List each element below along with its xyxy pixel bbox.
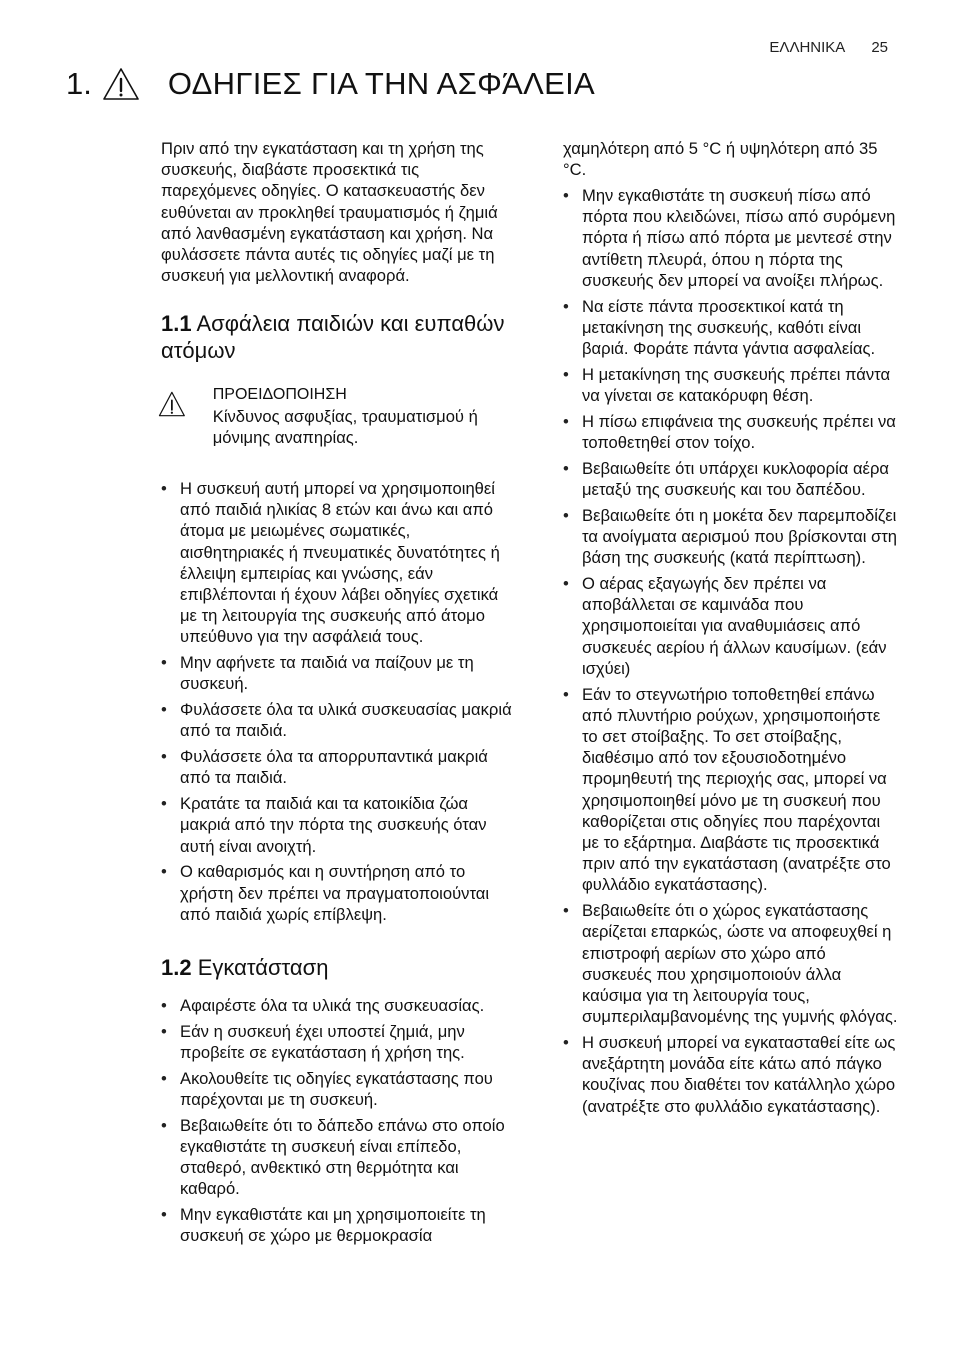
warning-content: [213, 384, 516, 448]
list-item: • Φυλάσσετε όλα τα υλικά συσκευασίας μακριά από τα παιδιά.: [161, 699, 516, 741]
header-language: ΕΛΛΗΝΙΚΑ: [769, 39, 846, 56]
list-item: • Η συσκευή μπορεί να εγκατασταθεί είτε ως ανεξάρτητη μονάδα είτε κάτω από πάγκο κουζίνας που διαθέτει τον κατάλληλο χώρο (ανατρέξτε στο φυλλάδιο εγκατάστασης).: [563, 1032, 899, 1117]
warning-title: ΠΡΟΕΙΔΟΠΟΙΗΣΗ: [212, 386, 347, 404]
list-item: • Να είστε πάντα προσεκτικοί κατά τη μετακίνηση της συσκευής, καθότι είναι βαριά. Φοράτε πάντα γάντια ασφαλείας.: [563, 296, 899, 360]
right-column: [563, 138, 899, 1121]
section-heading-installation: [161, 954, 516, 981]
intro-paragraph: Πριν από την εγκατάσταση και τη χρήση της συσκευής, διαβάστε προσεκτικά τις παρεχόμενες οδηγίες. Ο κατασκευαστής δεν ευθύνεται αν προκληθεί τραυματισμός ή ζημιά από λανθασμένη εγκατάσταση και χρήση. Να φυλάσσετε πάντα αυτές τις οδηγίες μαζί με τη συσκευή για μελλοντική αναφορά.: [161, 139, 498, 286]
chapter-number: 1.: [66, 66, 92, 101]
section-title: Ασφάλεια παιδιών και ευπαθών ατόμων: [161, 311, 505, 364]
list-item: • Ο αέρας εξαγωγής δεν πρέπει να αποβάλλεται σε καμινάδα που χρησιμοποιείται για αναθυμιάσεις από συσκευές αερίου ή άλλων καυσίμων. (εάν ισχύει): [563, 573, 899, 679]
list-item: • Βεβαιωθείτε ότι το δάπεδο επάνω στο οποίο εγκαθιστάτε τη συσκευή είναι επίπεδο, σταθερό, ανθεκτικό στη θερμότητα και καθαρό.: [161, 1115, 516, 1200]
chapter-heading: [66, 66, 595, 102]
list-item: • Μην εγκαθιστάτε και μη χρησιμοποιείτε τη συσκευή σε χώρο με θερμοκρασία: [161, 1204, 516, 1246]
list-item: • Η συσκευή αυτή μπορεί να χρησιμοποιηθεί από παιδιά ηλικίας 8 ετών και άνω και από άτομα με μειωμένες σωματικές, αισθητηριακές ή πνευματικές δυνατότητες ή έλλειψη εμπειρίας και γνώσης, εάν επιβλέπονται ή έχουν λάβει οδηγίες σχετικά με τη λειτουργία της συσκευής από άτομο υπεύθυνο για την ασφάλειά τους.: [161, 478, 516, 648]
page-header: [769, 39, 888, 56]
warning-text: Κίνδυνος ασφυξίας, τραυματισμού ή μόνιμης αναπηρίας.: [212, 406, 478, 447]
section-title: Εγκατάσταση: [197, 955, 329, 981]
left-column: [161, 138, 516, 1251]
list-item: • Ακολουθείτε τις οδηγίες εγκατάστασης που παρέχονται με τη συσκευή.: [161, 1068, 516, 1110]
list-item: • Μην εγκαθιστάτε τη συσκευή πίσω από πόρτα που κλειδώνει, πίσω από συρόμενη πόρτα ή πίσω από πόρτα με μεντεσέ στην αντίθετη πλευρά, όπου η πόρτα της συσκευής δεν μπορεί να ανοίξει πλήρως.: [563, 185, 899, 291]
child-safety-list: [161, 478, 516, 925]
list-item: • Εάν το στεγνωτήριο τοποθετηθεί επάνω από πλυντήριο ρούχων, χρησιμοποιήστε το σετ στοίβαξης. Το σετ στοίβαξης, διαθέσιμο από τον εξουσιοδοτημένο προμηθευτή της περιοχής σας, μπορεί να χρησιμοποιηθεί μόνο με τη συσκευή που καθορίζεται στις οδηγίες που παρέχονται με το εξάρτημα. Διαβάστε τις προσεκτικά πριν από την εγκατάσταση (ανατρέξτε στο φυλλάδιο εγκατάστασης).: [563, 684, 899, 896]
section-number: 1.1: [161, 311, 192, 337]
list-item: • Μην αφήνετε τα παιδιά να παίζουν με τη συσκευή.: [161, 652, 516, 694]
section-number: 1.2: [161, 955, 192, 981]
installation-list: [161, 995, 516, 1247]
warning-box: [161, 384, 516, 448]
list-item: • Εάν η συσκευή έχει υποστεί ζημιά, μην προβείτε σε εγκατάσταση ή χρήση της.: [161, 1021, 516, 1063]
list-item: • Φυλάσσετε όλα τα απορρυπαντικά μακριά από τα παιδιά.: [161, 746, 516, 788]
chapter-title: ΟΔΗΓΙΕΣ ΓΙΑ ΤΗΝ ΑΣΦΆΛΕΙΑ: [167, 66, 596, 101]
list-item: • Αφαιρέστε όλα τα υλικά της συσκευασίας.: [161, 995, 516, 1016]
warning-triangle-icon: [158, 386, 186, 422]
warning-triangle-icon: [102, 67, 140, 101]
page-number: 25: [871, 39, 888, 56]
list-item: • Βεβαιωθείτε ότι υπάρχει κυκλοφορία αέρα μεταξύ της συσκευής και του δαπέδου.: [563, 458, 899, 500]
list-item: • Ο καθαρισμός και η συντήρηση από το χρήστη δεν πρέπει να πραγματοποιούνται από παιδιά χωρίς επίβλεψη.: [161, 861, 516, 925]
section-heading-child-safety: [161, 310, 516, 364]
list-item: • Βεβαιωθείτε ότι ο χώρος εγκατάστασης αερίζεται επαρκώς, ώστε να αποφευχθεί η επιστροφή αερίων στο χώρο από συσκευές που χρησιμοποιούν άλλα καύσιμα για τη λειτουργία τους, συμπεριλαμβανομένης της γυμνής φλόγας.: [563, 900, 899, 1027]
list-item-continuation: χαμηλότερη από 5 °C ή υψηλότερη από 35 °C.: [563, 139, 878, 180]
list-item: • Βεβαιωθείτε ότι η μοκέτα δεν παρεμποδίζει τα ανοίγματα αερισμού που βρίσκονται στη βάση της συσκευής (κατά περίπτωση).: [563, 505, 899, 569]
list-item: • Η πίσω επιφάνεια της συσκευής πρέπει να τοποθετηθεί στον τοίχο.: [563, 411, 899, 453]
list-item: • Η μετακίνηση της συσκευής πρέπει πάντα να γίνεται σε κατακόρυφη θέση.: [563, 364, 899, 406]
installation-list-continued: [563, 185, 899, 1117]
list-item: • Κρατάτε τα παιδιά και τα κατοικίδια ζώα μακριά από την πόρτα της συσκευής όταν αυτή είναι ανοιχτή.: [161, 793, 516, 857]
